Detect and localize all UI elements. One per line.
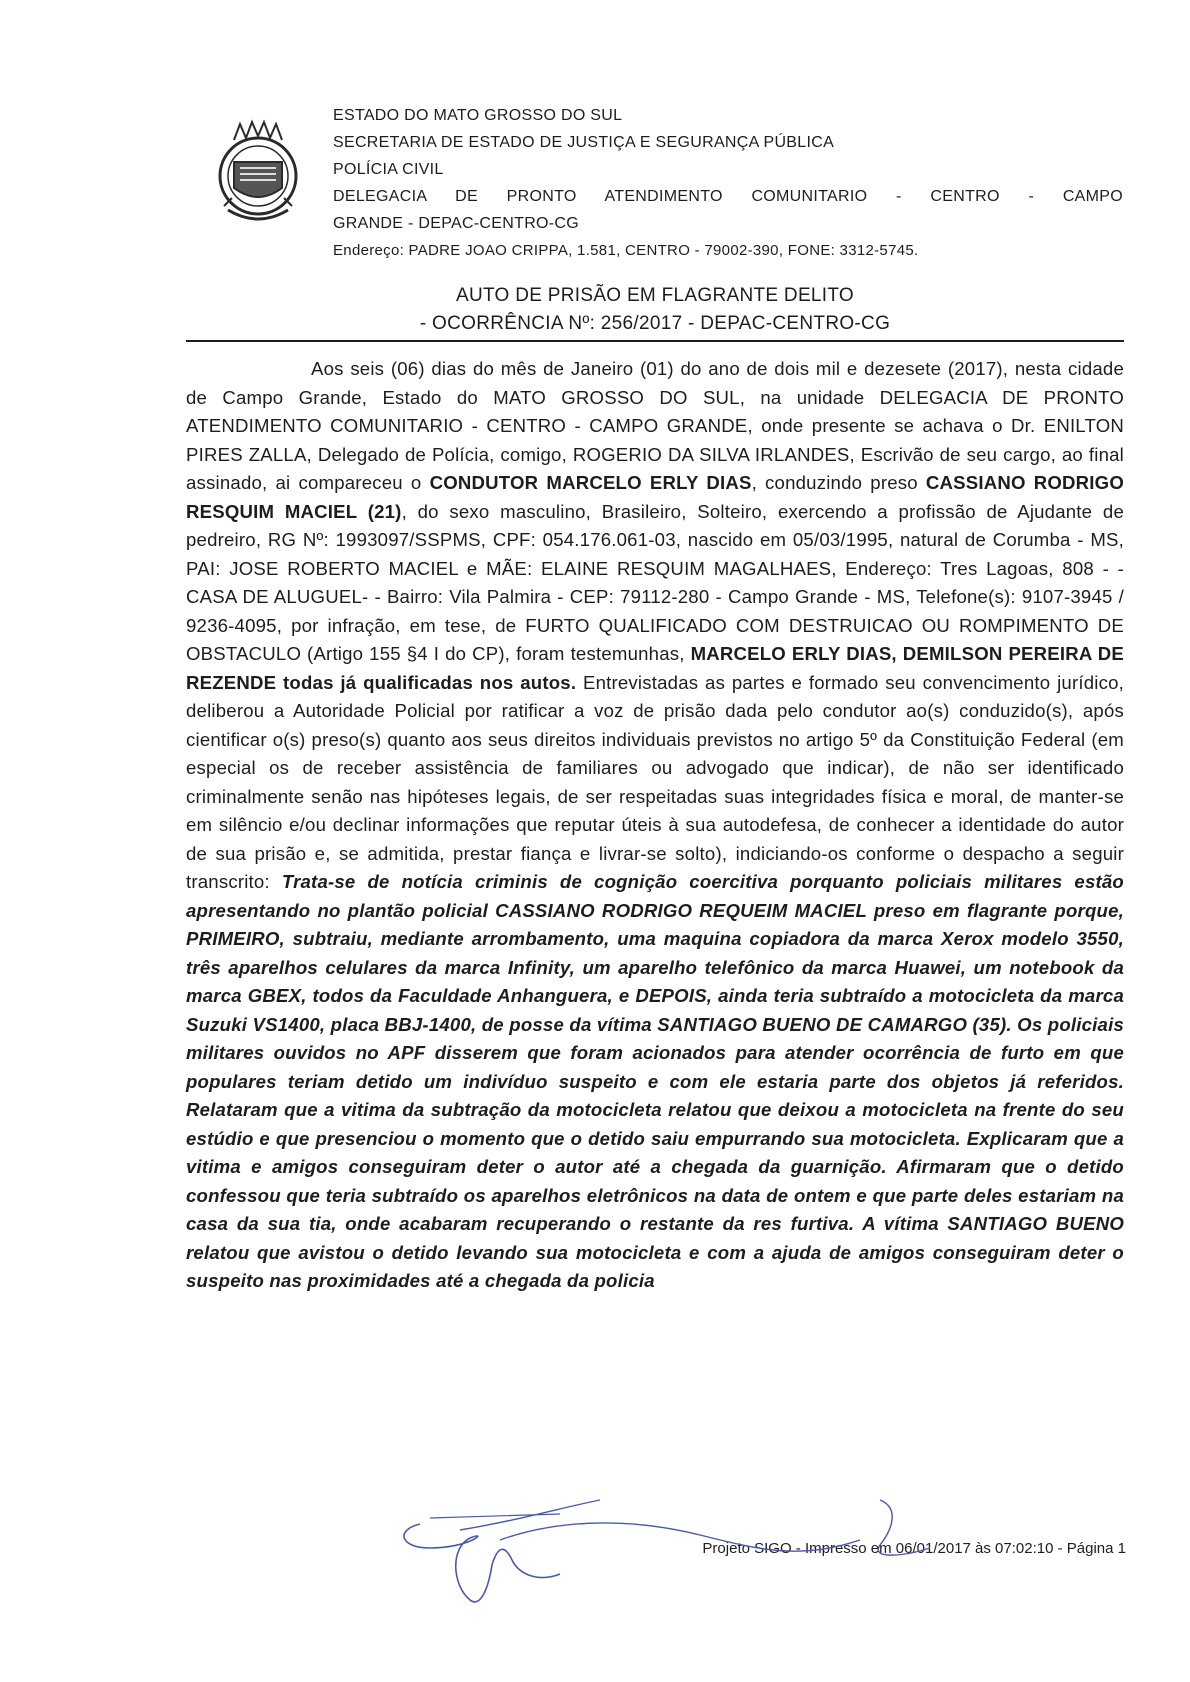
header-secretariat: SECRETARIA DE ESTADO DE JUSTIÇA E SEGURANÇA PÚBLICA bbox=[333, 134, 835, 151]
document-title: AUTO DE PRISÃO EM FLAGRANTE DELITO bbox=[455, 285, 855, 306]
dispatch-transcript: Trata-se de notícia criminis de cognição coercitiva porquanto policiais militares estão apresentando no plantão policial CASSIANO RODRIGO REQUEIM MACIEL preso em flagrante porque, PRIMEIRO, subtraiu, mediante arrombamento, uma maquina copiadora da marca Xerox modelo 3550, três aparelhos celulares da marca Infinity, um aparelho telefônico da marca Huawei, um notebook da marca GBEX, todos da Faculdade Anhanguera, e DEPOIS, ainda teria subtraído a motocicleta da marca Suzuki VS1400, placa BBJ-1400, de posse da vítima SANTIAGO BUENO DE CAMARGO (35). Os policiais militares ouvidos no APF disserem que foram acionados para atender ocorrência de furto em que populares teriam detido um indivíduo suspeito e com ele estaria parte dos objetos já referidos. Relataram que a vitima da subtração da motocicleta relatou que deixou a motocicleta na frente do seu estúdio e que presenciou o momento que o detido saiu empurrando sua motocicleta. Explicaram que a vitima e amigos conseguiram deter o autor até a chegada da guarnição. Afirmaram que o detido confessou que teria subtraído os aparelhos eletrônicos na data de ontem e que parte deles estariam na casa da sua tia, onde acabaram recuperando o restante da res furtiva. A vítima SANTIAGO BUENO relatou que avistou o detido levando sua motocicleta e com a ajuda de amigos conseguiram deter o suspeito nas proximidades até a chegada da policia bbox=[186, 871, 1124, 1291]
body-text: , do sexo masculino, Brasileiro, Solteiro, exercendo a profissão de Ajudante de pedreiro, RG Nº: 1993097/SSPMS, CPF: 054.176.061-03, nascido em 05/03/1995, natural de Corumba - MS, PAI: JOSE ROBERTO MACIEL e MÃE: ELAINE RESQUIM MAGALHAES, Endereço: Tres Lagoas, 808 - -CASA DE ALUGUEL- - Bairro: Vila Palmira - CEP: 79112-280 - Campo Grande - MS, Telefone(s): 9107-3945 / 9236-4095, por infração, em tese, de FURTO QUALIFICADO COM DESTRUICAO OU ROMPIMENTO DE OBSTACULO (Artigo 155 §4 I do CP), foram testemunhas, bbox=[186, 500, 1124, 664]
title-divider bbox=[186, 340, 1124, 342]
body-text: , conduzindo preso bbox=[751, 472, 926, 493]
letterhead bbox=[333, 102, 1123, 264]
body-text: Aos seis (06) dias do mês de Janeiro (01) do ano de dois mil e dezesete (2017), nesta cidade de Campo Grande, Estado do MATO GROSSO DO SUL, na unidade DELEGACIA DE PRONTO ATENDIMENTO COMUNITARIO - CENTRO - CAMPO GRANDE, onde presente se achava o Dr. ENILTON PIRES ZALLA, Delegado de Polícia, comigo, ROGERIO DA SILVA IRLANDES, Escrivão de seu cargo, ao final assinado, ai compareceu o bbox=[186, 358, 1124, 493]
body-paragraph bbox=[186, 355, 1124, 1296]
header-unit: DELEGACIA DE PRONTO ATENDIMENTO COMUNITARIO - CENTRO - CAMPO bbox=[333, 188, 1123, 205]
witnesses: MARCELO ERLY DIAS, DEMILSON PEREIRA DE REZENDE todas já qualificadas nos autos. bbox=[186, 643, 1124, 693]
header-police: POLÍCIA CIVIL bbox=[333, 161, 444, 178]
header-address: Endereço: PADRE JOAO CRIPPA, 1.581, CENTRO - 79002-390, FONE: 3312-5745. bbox=[333, 242, 919, 259]
page-footer: Projeto SIGO - Impresso em 06/01/2017 às 07:02:10 - Página 1 bbox=[702, 1540, 1126, 1557]
document-body bbox=[186, 355, 1124, 1296]
occurrence-number: - OCORRÊNCIA Nº: 256/2017 - DEPAC-CENTRO-CG bbox=[419, 313, 891, 334]
police-seal-icon bbox=[214, 118, 302, 230]
conductor-name: CONDUTOR MARCELO ERLY DIAS bbox=[429, 472, 752, 493]
body-text: Entrevistadas as partes e formado seu convencimento jurídico, deliberou a Autoridade Policial por ratificar a voz de prisão dada pelo condutor ao(s) conduzido(s), após cientificar o(s) preso(s) quanto aos seus direitos individuais previstos no artigo 5º da Constituição Federal (em especial os de receber assistência de familiares ou advogado que indicar), de não ser identificado criminalmente senão nas hipóteses legais, de ser respeitadas suas integridades física e moral, de manter-se em silêncio e/ou declinar informações que reputar úteis à sua autodefesa, de conhecer a identidade do autor de sua prisão e, se admitida, prestar fiança e livrar-se solto), indiciando-os conforme o despacho a seguir transcrito: bbox=[186, 671, 1124, 892]
detainee-name: CASSIANO RODRIGO RESQUIM MACIEL (21) bbox=[186, 472, 1124, 522]
header-unit-cont: GRANDE - DEPAC-CENTRO-CG bbox=[333, 215, 580, 232]
header-state: ESTADO DO MATO GROSSO DO SUL bbox=[333, 107, 623, 124]
